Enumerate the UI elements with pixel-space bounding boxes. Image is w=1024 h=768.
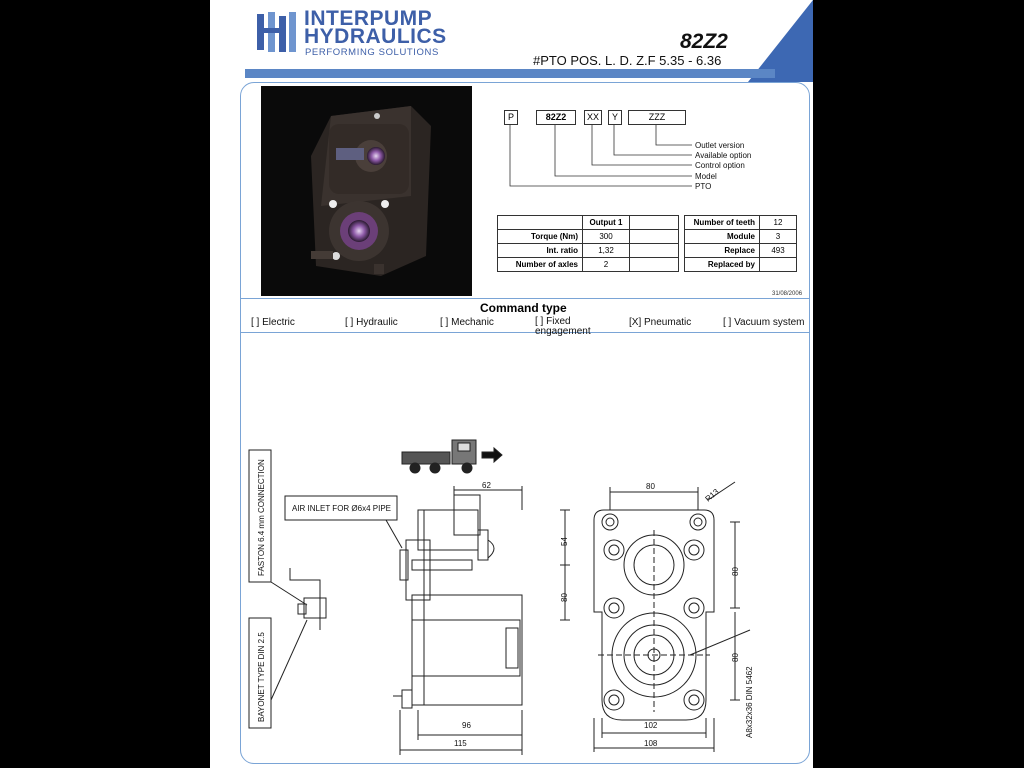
table-cell-label: Replaced by <box>685 258 760 272</box>
dim-80-side: 80 <box>560 593 569 602</box>
dim-96: 96 <box>462 721 471 730</box>
dim-102: 102 <box>644 721 658 730</box>
dim-80-right-lower: 80 <box>731 653 740 662</box>
table-cell-value: 12 <box>760 216 797 230</box>
spline-spec: A8x32x36 DIN 5462 <box>745 666 754 738</box>
dim-54: 54 <box>560 537 569 546</box>
dim-80-top: 80 <box>646 482 655 491</box>
dim-r13: R13 <box>703 487 721 504</box>
option-mechanic: [ ] Mechanic <box>440 317 494 328</box>
model-title: 82Z2 <box>680 30 728 53</box>
option-vacuum-system: [ ] Vacuum system <box>723 317 805 328</box>
dim-115: 115 <box>454 739 467 748</box>
code-box-model: 82Z2 <box>536 110 576 125</box>
option-electric: [ ] Electric <box>251 317 295 328</box>
technical-drawing <box>210 0 813 768</box>
table-cell-value: 2 <box>583 258 630 272</box>
code-label-available: Available option <box>695 151 752 160</box>
dim-108: 108 <box>644 739 658 748</box>
table-cell-label: Torque (Nm) <box>498 230 583 244</box>
code-box-p: P <box>504 110 518 125</box>
brand-name-line2: HYDRAULICS <box>304 25 447 48</box>
table-cell-value: 493 <box>760 244 797 258</box>
model-subtitle: #PTO POS. L. D. Z.F 5.35 - 6.36 <box>533 53 722 68</box>
table-cell-value: 300 <box>583 230 630 244</box>
faston-label: FASTON 6.4 mm CONNECTION <box>257 459 266 576</box>
table-header-cell: Output 1 <box>583 216 630 230</box>
bayonet-label: BAYONET TYPE DIN 2.5 <box>257 632 266 722</box>
revision-date: 31/08/2006 <box>772 291 803 297</box>
dim-62: 62 <box>482 481 491 490</box>
code-box-xx: XX <box>584 110 602 125</box>
option-hydraulic: [ ] Hydraulic <box>345 317 398 328</box>
document-page <box>210 0 813 768</box>
brand-tagline: PERFORMING SOLUTIONS <box>305 47 439 58</box>
table-cell-label: Number of axles <box>498 258 583 272</box>
code-label-pto: PTO <box>695 182 712 191</box>
option-fixed-engagement: [ ] Fixed engagement <box>535 316 591 337</box>
command-type-title: Command type <box>480 301 567 315</box>
truck-icon <box>402 440 502 473</box>
table-cell-label: Int. ratio <box>498 244 583 258</box>
code-box-y: Y <box>608 110 622 125</box>
table-cell-value: 1,32 <box>583 244 630 258</box>
table-cell-label: Number of teeth <box>685 216 760 230</box>
table-cell-label: Module <box>685 230 760 244</box>
code-label-model: Model <box>695 172 717 181</box>
air-inlet-label: AIR INLET FOR Ø6x4 PIPE <box>292 504 391 513</box>
code-label-outlet: Outlet version <box>695 141 745 150</box>
code-label-control: Control option <box>695 161 745 170</box>
code-box-zzz: ZZZ <box>628 110 686 125</box>
table-cell-value: 3 <box>760 230 797 244</box>
option-pneumatic: [X] Pneumatic <box>629 317 692 328</box>
brand-name-line1: INTERPUMP <box>304 7 433 30</box>
table-cell-label: Replace <box>685 244 760 258</box>
dim-80-right-upper: 80 <box>731 567 740 576</box>
